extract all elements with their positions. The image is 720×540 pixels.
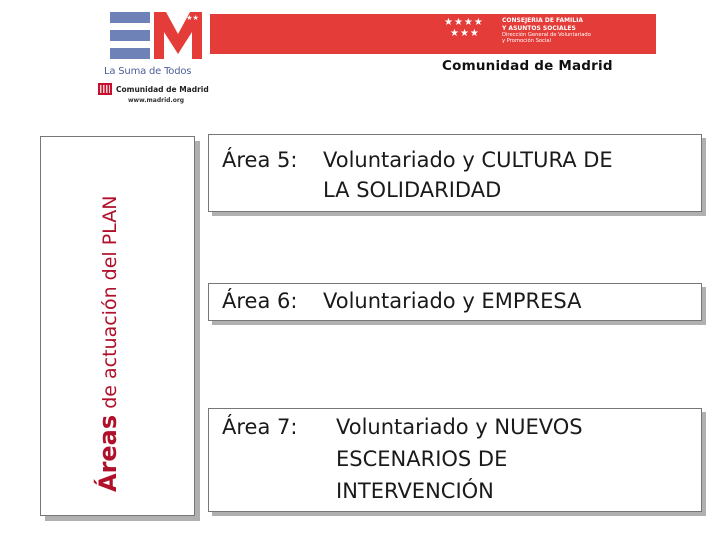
consejeria-line2: Y ASUNTOS SOCIALES [502, 24, 576, 32]
area-7-label: Área 7: [222, 415, 298, 439]
direccion-line1: Dirección General de Voluntariado [502, 32, 591, 38]
side-label-word: Áreas [94, 414, 122, 492]
area-7-line2: ESCENARIOS DE [336, 447, 508, 471]
area-7-line3: INTERVENCIÓN [336, 479, 494, 503]
side-label [96, 196, 120, 492]
area-5-label: Área 5: [222, 148, 298, 172]
logo-org-row [98, 82, 214, 96]
area-5-line1: Voluntariado y CULTURA DE [323, 148, 613, 172]
direccion-line2: y Promoción Social [502, 38, 551, 45]
madrid-stars-icon: ★★★★ ★★★ [444, 17, 484, 39]
header-org-name: Comunidad de Madrid [442, 58, 613, 74]
logo-url: www.madrid.org [128, 97, 185, 104]
area-6-line1: Voluntariado y EMPRESA [323, 289, 582, 313]
svg-text:★★★: ★★★ [180, 14, 199, 22]
consejeria-text [502, 17, 652, 44]
area-box-5 [208, 134, 702, 212]
logo-tagline: La Suma de Todos [104, 66, 192, 77]
area-5-line2: LA SOLIDARIDAD [323, 178, 502, 202]
area-box-6 [208, 283, 702, 321]
area-box-7 [208, 408, 702, 512]
header-consejeria [210, 14, 656, 80]
side-label-rest: de actuación del PLAN [99, 195, 121, 415]
consejeria-line1: CONSEJERIA DE FAMILIA [502, 17, 583, 24]
logo-comunidad-madrid [96, 10, 214, 102]
logo-org-name: Comunidad de Madrid [116, 84, 209, 94]
area-6-label: Área 6: [222, 289, 298, 313]
madrid-flag-icon [98, 83, 112, 95]
area-7-line1: Voluntariado y NUEVOS [336, 415, 583, 439]
stars-icon [180, 12, 202, 30]
